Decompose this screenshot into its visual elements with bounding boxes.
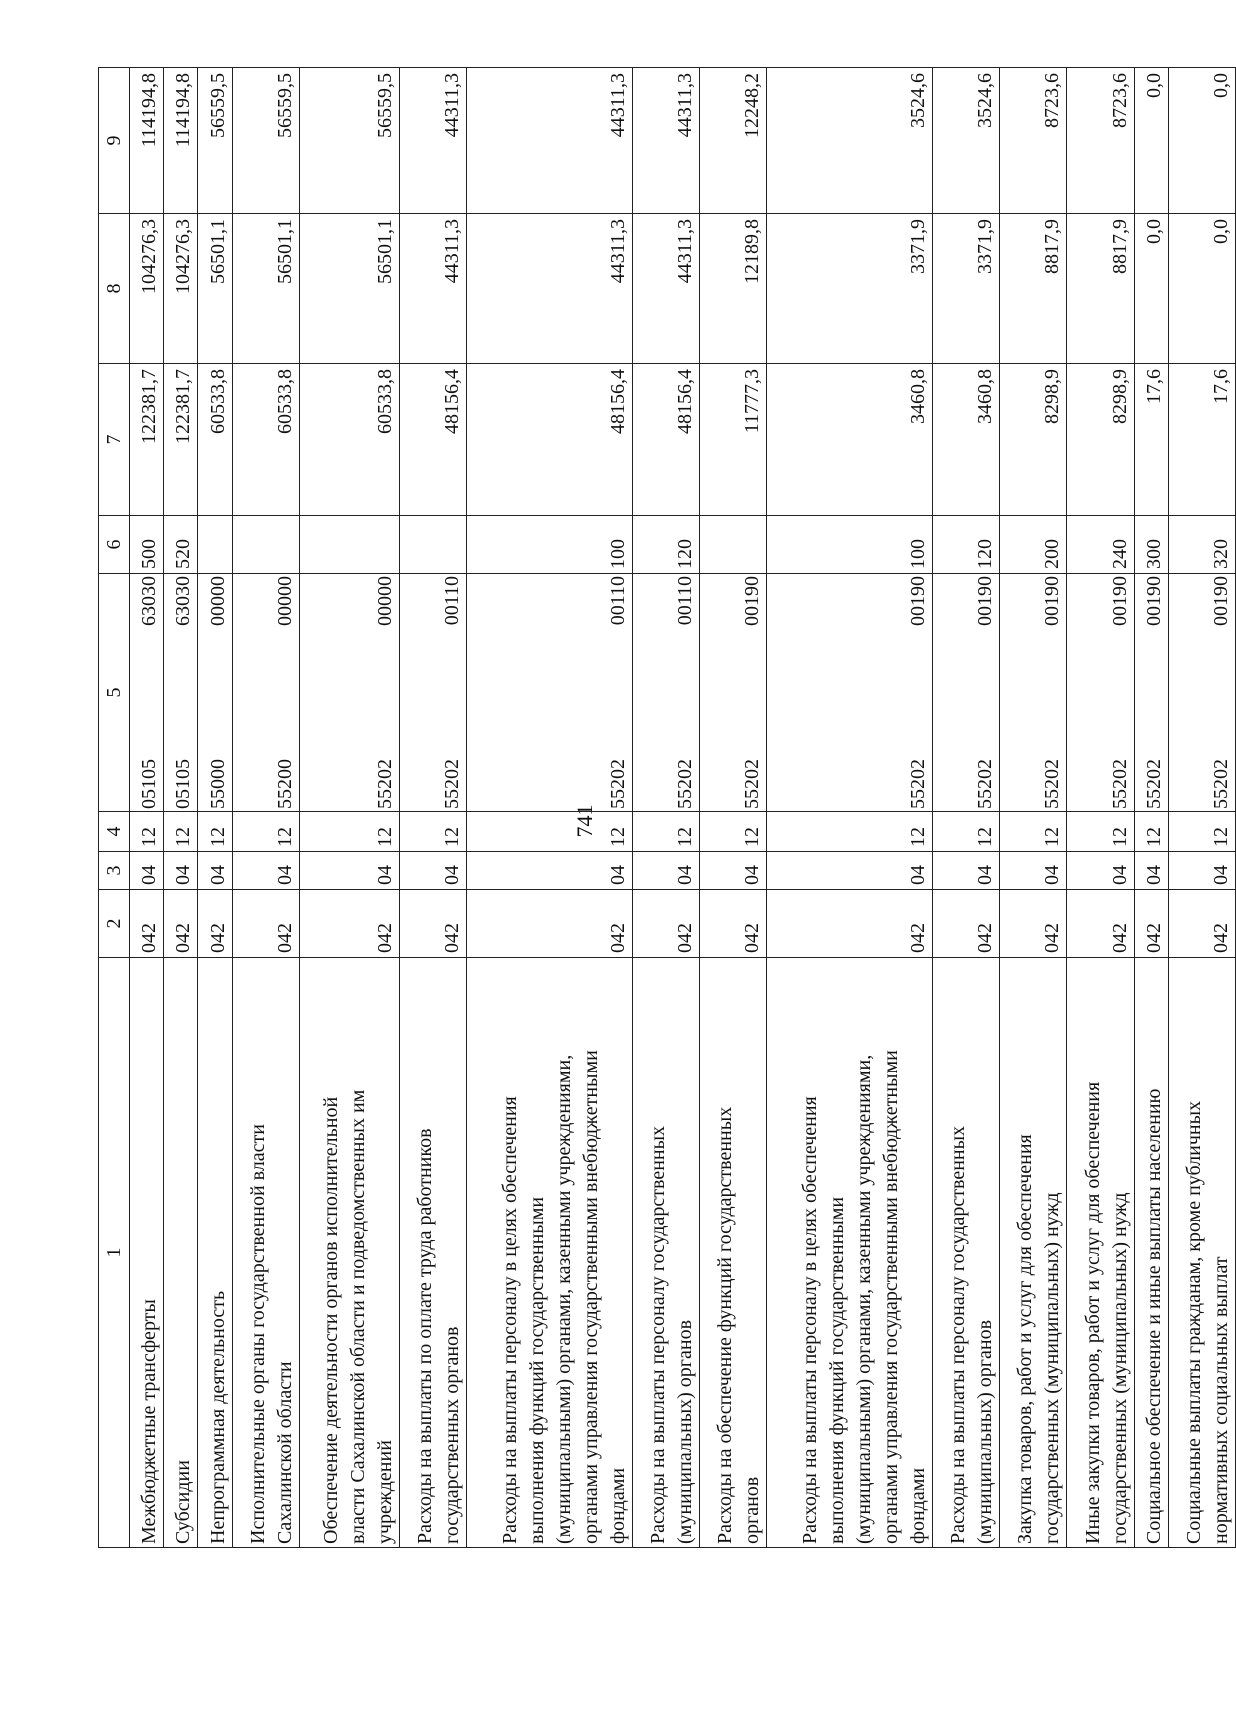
target-article-part: 55202 <box>974 759 997 809</box>
section-code-cell: 04 <box>232 852 299 890</box>
amount-cell-col8: 12189,8 <box>700 214 767 364</box>
target-article-wrap <box>739 576 766 809</box>
amount-cell-col9: 56559,5 <box>198 68 232 214</box>
column-header: 8 <box>99 214 130 364</box>
table-row <box>1067 68 1134 1548</box>
page-number: 741 <box>572 804 597 838</box>
expense-type-cell: 200 <box>1000 516 1067 574</box>
ministry-code-cell: 042 <box>232 890 299 958</box>
row-name-line: власти Сахалинской области и подведомственных им <box>346 1089 369 1544</box>
row-name-cell <box>198 958 232 1548</box>
row-name-cell <box>933 958 1000 1548</box>
subsection-code-cell: 12 <box>130 812 164 852</box>
expense-type-cell <box>198 516 232 574</box>
column-header: 1 <box>99 958 130 1548</box>
target-article-part: 55202 <box>1041 759 1064 809</box>
subsection-code-cell: 12 <box>933 812 1000 852</box>
target-article-cell <box>299 574 399 812</box>
row-name-line: Социальное обеспечение и иные выплаты населению <box>1142 1088 1165 1544</box>
subsection-code-cell: 12 <box>1067 812 1134 852</box>
amount-cell-col7: 3460,8 <box>933 364 1000 516</box>
column-header: 2 <box>99 890 130 958</box>
target-article-part: 55202 <box>741 759 764 809</box>
section-code-cell: 04 <box>767 852 933 890</box>
section-code-cell: 04 <box>198 852 232 890</box>
amount-cell-col7: 48156,4 <box>399 364 466 516</box>
target-article-wrap <box>1208 576 1235 809</box>
target-article-part: 00000 <box>273 576 296 626</box>
amount-cell-col9: 44311,3 <box>632 68 699 214</box>
row-name-cell <box>299 958 399 1548</box>
target-article-part: 00190 <box>1142 576 1165 626</box>
section-code-cell: 04 <box>1000 852 1067 890</box>
row-name-cell <box>632 958 699 1548</box>
target-article-part: 55200 <box>273 759 296 809</box>
amount-cell-col7: 60533,8 <box>232 364 299 516</box>
amount-cell-col8: 56501,1 <box>232 214 299 364</box>
row-name-line: Сахалинской области <box>273 1361 296 1544</box>
target-article-part: 00190 <box>1041 576 1064 626</box>
table-row <box>700 68 767 1548</box>
amount-cell-col7: 11777,3 <box>700 364 767 516</box>
subsection-code-cell: 12 <box>299 812 399 852</box>
row-name-cell <box>1168 958 1235 1548</box>
table-row <box>1000 68 1067 1548</box>
amount-cell-col7: 17,6 <box>1134 364 1168 516</box>
row-name-line: (муниципальных) органов <box>974 1319 997 1544</box>
amount-cell-col8: 8817,9 <box>1000 214 1067 364</box>
section-code-cell: 04 <box>164 852 198 890</box>
row-name-line: Иные закупки товаров, работ и услуг для обеспечения <box>1081 1081 1104 1544</box>
table-row <box>933 68 1000 1548</box>
amount-cell-col9: 12248,2 <box>700 68 767 214</box>
ministry-code-cell: 042 <box>933 890 1000 958</box>
row-name-line: органов <box>741 1476 764 1544</box>
amount-cell-col9: 3524,6 <box>933 68 1000 214</box>
row-name-line: Социальные выплаты гражданам, кроме публичных <box>1183 1100 1205 1544</box>
table-row <box>466 68 632 1548</box>
row-name-line: органами управления государственными внебюджетными <box>880 1050 903 1544</box>
amount-cell-col9: 8723,6 <box>1000 68 1067 214</box>
target-article-part: 55202 <box>674 759 697 809</box>
column-header: 6 <box>99 516 130 574</box>
amount-cell-col8: 44311,3 <box>399 214 466 364</box>
expense-type-cell: 320 <box>1168 516 1235 574</box>
column-header: 3 <box>99 852 130 890</box>
section-code-cell: 04 <box>933 852 1000 890</box>
amount-cell-col8: 3371,9 <box>767 214 933 364</box>
amount-cell-col7: 3460,8 <box>767 364 933 516</box>
row-name-cell <box>232 958 299 1548</box>
expense-type-cell <box>299 516 399 574</box>
column-header: 5 <box>99 574 130 812</box>
target-article-wrap <box>972 576 999 809</box>
amount-cell-col7: 60533,8 <box>198 364 232 516</box>
subsection-code-cell: 12 <box>466 812 632 852</box>
expense-type-cell: 300 <box>1134 516 1168 574</box>
expense-type-cell <box>700 516 767 574</box>
subsection-code-cell: 12 <box>700 812 767 852</box>
amount-cell-col9: 56559,5 <box>232 68 299 214</box>
ministry-code-cell: 042 <box>198 890 232 958</box>
row-name-line: учреждений <box>373 1440 396 1544</box>
row-name-line: Закупка товаров, работ и услуг для обеспечения <box>1014 1134 1037 1544</box>
target-article-wrap <box>170 576 197 809</box>
amount-cell-col8: 104276,3 <box>164 214 198 364</box>
row-name-line: Субсидии <box>172 1460 195 1544</box>
amount-cell-col9: 3524,6 <box>767 68 933 214</box>
target-article-cell <box>1067 574 1134 812</box>
subsection-code-cell: 12 <box>632 812 699 852</box>
row-name-line: Непрограммная деятельность <box>206 1290 229 1544</box>
row-name-line: Расходы на выплаты персоналу в целях обеспечения <box>799 1096 822 1544</box>
row-name-line: фондами <box>907 1467 930 1544</box>
row-name-cell <box>130 958 164 1548</box>
section-code-cell: 04 <box>1134 852 1168 890</box>
row-name-line: Расходы на обеспечение функций государственных <box>714 1106 737 1544</box>
subsection-code-cell: 12 <box>198 812 232 852</box>
row-name-cell <box>767 958 933 1548</box>
ministry-code-cell: 042 <box>1000 890 1067 958</box>
target-article-cell <box>466 574 632 812</box>
target-article-part: 55202 <box>440 759 463 809</box>
row-name-cell <box>164 958 198 1548</box>
target-article-part: 00190 <box>974 576 997 626</box>
column-number-row <box>99 68 130 1548</box>
target-article-part: 05105 <box>138 759 161 809</box>
expense-type-cell: 120 <box>933 516 1000 574</box>
target-article-cell <box>632 574 699 812</box>
amount-cell-col7: 8298,9 <box>1000 364 1067 516</box>
target-article-part: 55000 <box>206 759 229 809</box>
target-article-wrap <box>439 576 466 809</box>
expense-type-cell: 120 <box>632 516 699 574</box>
row-name-cell <box>466 958 632 1548</box>
target-article-wrap <box>672 576 699 809</box>
target-article-part: 55202 <box>1210 759 1232 809</box>
row-name-line: фондами <box>606 1467 629 1544</box>
table-row <box>632 68 699 1548</box>
row-name-line: выполнения функций государственными <box>525 1196 548 1544</box>
target-article-part: 00110 <box>440 576 463 626</box>
target-article-cell <box>130 574 164 812</box>
target-article-part: 55202 <box>907 759 930 809</box>
target-article-part: 55202 <box>1108 759 1131 809</box>
target-article-part: 63030 <box>172 576 195 626</box>
target-article-cell <box>1168 574 1235 812</box>
expense-type-cell <box>232 516 299 574</box>
target-article-wrap <box>605 576 632 809</box>
row-name-line: Расходы на выплаты персоналу государственных <box>647 1125 670 1544</box>
target-article-part: 00190 <box>1108 576 1131 626</box>
target-article-cell <box>1134 574 1168 812</box>
ministry-code-cell: 042 <box>1134 890 1168 958</box>
ministry-code-cell: 042 <box>299 890 399 958</box>
expense-type-cell <box>399 516 466 574</box>
target-article-part: 00110 <box>674 576 697 626</box>
amount-cell-col8: 3371,9 <box>933 214 1000 364</box>
row-name-line: Расходы на выплаты по оплате труда работников <box>413 1128 436 1544</box>
target-article-cell <box>933 574 1000 812</box>
target-article-wrap <box>1107 576 1134 809</box>
ministry-code-cell: 042 <box>767 890 933 958</box>
amount-cell-col7: 60533,8 <box>299 364 399 516</box>
amount-cell-col9: 44311,3 <box>399 68 466 214</box>
column-header: 4 <box>99 812 130 852</box>
amount-cell-col9: 0,0 <box>1134 68 1168 214</box>
section-code-cell: 04 <box>466 852 632 890</box>
row-name-cell <box>1134 958 1168 1548</box>
target-article-part: 00190 <box>907 576 930 626</box>
table-row <box>1168 68 1235 1548</box>
row-name-line: (муниципальными) органами, казенными учреждениями, <box>853 1054 876 1544</box>
table-row <box>232 68 299 1548</box>
section-code-cell: 04 <box>399 852 466 890</box>
table-row <box>198 68 232 1548</box>
row-name-line: Исполнительные органы государственной власти <box>246 1124 269 1544</box>
expense-type-cell: 500 <box>130 516 164 574</box>
target-article-part: 63030 <box>138 576 161 626</box>
target-article-wrap <box>136 576 163 809</box>
section-code-cell: 04 <box>700 852 767 890</box>
target-article-part: 00190 <box>741 576 764 626</box>
amount-cell-col7: 48156,4 <box>466 364 632 516</box>
amount-cell-col7: 122381,7 <box>164 364 198 516</box>
amount-cell-col8: 8817,9 <box>1067 214 1134 364</box>
target-article-part: 00110 <box>606 576 629 626</box>
amount-cell-col8: 0,0 <box>1134 214 1168 364</box>
section-code-cell: 04 <box>632 852 699 890</box>
subsection-code-cell: 12 <box>1000 812 1067 852</box>
table-row <box>399 68 466 1548</box>
budget-table <box>98 67 1236 1548</box>
amount-cell-col8: 44311,3 <box>632 214 699 364</box>
amount-cell-col9: 114194,8 <box>164 68 198 214</box>
expense-type-cell: 520 <box>164 516 198 574</box>
row-name-line: нормативных социальных выплат <box>1210 1256 1232 1544</box>
ministry-code-cell: 042 <box>466 890 632 958</box>
target-article-cell <box>399 574 466 812</box>
ministry-code-cell: 042 <box>130 890 164 958</box>
table-row <box>164 68 198 1548</box>
column-header: 7 <box>99 364 130 516</box>
target-article-part: 55202 <box>1142 759 1165 809</box>
amount-cell-col8: 56501,1 <box>299 214 399 364</box>
row-name-line: государственных (муниципальных) нужд <box>1041 1192 1064 1544</box>
row-name-line: выполнения функций государственными <box>826 1196 849 1544</box>
amount-cell-col7: 48156,4 <box>632 364 699 516</box>
target-article-cell <box>232 574 299 812</box>
target-article-cell <box>700 574 767 812</box>
row-name-line: Расходы на выплаты персоналу в целях обеспечения <box>498 1096 521 1544</box>
amount-cell-col8: 56501,1 <box>198 214 232 364</box>
ministry-code-cell: 042 <box>700 890 767 958</box>
expense-type-cell: 100 <box>767 516 933 574</box>
amount-cell-col9: 56559,5 <box>299 68 399 214</box>
row-name-line: Обеспечение деятельности органов исполнительной <box>319 1096 342 1544</box>
row-name-line: Межбюджетные трансферты <box>138 1299 161 1544</box>
target-article-cell <box>767 574 933 812</box>
subsection-code-cell: 12 <box>399 812 466 852</box>
row-name-line: Расходы на выплаты персоналу государственных <box>947 1125 970 1544</box>
table-row <box>1134 68 1168 1548</box>
table-row <box>299 68 399 1548</box>
ministry-code-cell: 042 <box>1168 890 1235 958</box>
target-article-cell <box>198 574 232 812</box>
row-name-line: (муниципальными) органами, казенными учреждениями, <box>552 1054 575 1544</box>
amount-cell-col9: 0,0 <box>1168 68 1235 214</box>
amount-cell-col7: 8298,9 <box>1067 364 1134 516</box>
target-article-part: 00000 <box>206 576 229 626</box>
target-article-wrap <box>272 576 299 809</box>
ministry-code-cell: 042 <box>1067 890 1134 958</box>
target-article-cell <box>1000 574 1067 812</box>
section-code-cell: 04 <box>1067 852 1134 890</box>
target-article-part: 00000 <box>373 576 396 626</box>
rotated-page <box>98 68 1236 1548</box>
amount-cell-col8: 0,0 <box>1168 214 1235 364</box>
amount-cell-col9: 44311,3 <box>466 68 632 214</box>
subsection-code-cell: 12 <box>767 812 933 852</box>
row-name-line: (муниципальных) органов <box>674 1319 697 1544</box>
row-name-cell <box>1067 958 1134 1548</box>
subsection-code-cell: 12 <box>1134 812 1168 852</box>
amount-cell-col8: 104276,3 <box>130 214 164 364</box>
expense-type-cell: 100 <box>466 516 632 574</box>
column-header: 9 <box>99 68 130 214</box>
target-article-part: 05105 <box>172 759 195 809</box>
row-name-cell <box>700 958 767 1548</box>
target-article-wrap <box>1141 576 1168 809</box>
section-code-cell: 04 <box>299 852 399 890</box>
target-article-wrap <box>372 576 399 809</box>
section-code-cell: 04 <box>130 852 164 890</box>
target-article-wrap <box>905 576 932 809</box>
amount-cell-col9: 8723,6 <box>1067 68 1134 214</box>
row-name-line: государственных органов <box>440 1326 463 1544</box>
target-article-wrap <box>1039 576 1066 809</box>
ministry-code-cell: 042 <box>164 890 198 958</box>
amount-cell-col7: 17,6 <box>1168 364 1235 516</box>
table-row <box>767 68 933 1548</box>
amount-cell-col8: 44311,3 <box>466 214 632 364</box>
target-article-part: 55202 <box>373 759 396 809</box>
section-code-cell: 04 <box>1168 852 1235 890</box>
ministry-code-cell: 042 <box>632 890 699 958</box>
subsection-code-cell: 12 <box>1168 812 1235 852</box>
target-article-cell <box>164 574 198 812</box>
amount-cell-col7: 122381,7 <box>130 364 164 516</box>
target-article-wrap <box>205 576 232 809</box>
row-name-cell <box>399 958 466 1548</box>
row-name-line: государственных (муниципальных) нужд <box>1108 1192 1131 1544</box>
target-article-part: 00190 <box>1210 576 1232 626</box>
target-article-part: 55202 <box>606 759 629 809</box>
row-name-line: органами управления государственными внебюджетными <box>579 1050 602 1544</box>
ministry-code-cell: 042 <box>399 890 466 958</box>
subsection-code-cell: 12 <box>232 812 299 852</box>
row-name-cell <box>1000 958 1067 1548</box>
amount-cell-col9: 114194,8 <box>130 68 164 214</box>
table-row <box>130 68 164 1548</box>
expense-type-cell: 240 <box>1067 516 1134 574</box>
subsection-code-cell: 12 <box>164 812 198 852</box>
